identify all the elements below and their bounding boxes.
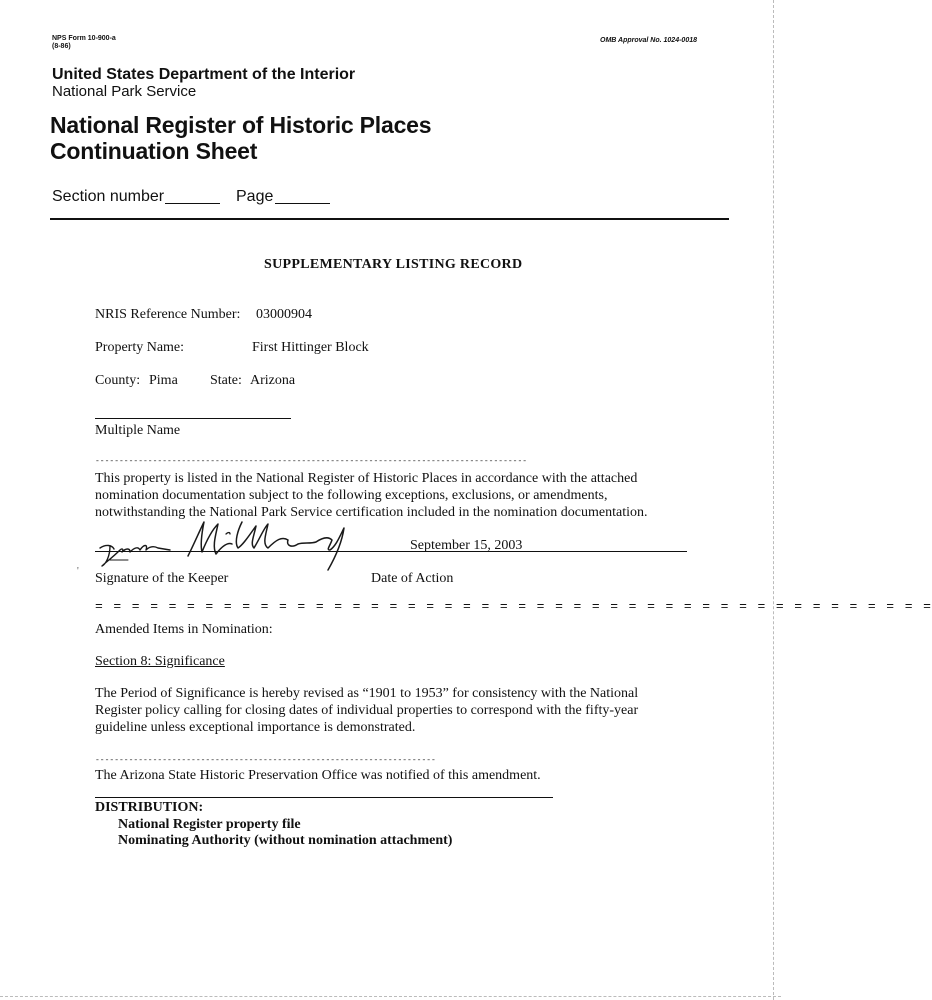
nris-label: NRIS Reference Number: — [95, 307, 241, 322]
form-number-block — [52, 35, 116, 51]
form-date: (8-86) — [52, 43, 71, 50]
page-title-line-2: Continuation Sheet — [50, 138, 258, 164]
dashed-separator: ------------------------------------------------------------------------------------------ — [95, 457, 528, 466]
form-number: NPS Form 10-900-a — [52, 35, 116, 42]
shpo-notification: The Arizona State Historic Preservation Office was notified of this amendment. — [95, 768, 541, 783]
page-number-label: Page — [236, 188, 274, 205]
dashed-separator-2: ----------------------------------------------------------------------- — [95, 756, 436, 765]
page-edge-bottom — [0, 996, 781, 998]
multiple-name-rule — [95, 418, 291, 419]
page-edge-right — [773, 0, 775, 1000]
listing-statement: This property is listed in the National Register of Historic Places in accordance with the attached nomination documentation subject to the following exceptions, exclusions, or amendments, notwithstanding the National Park Service certification included in the nomination documentation. — [95, 471, 648, 520]
double-dash-separator-top: = = = = = = = = = = = = = = = = = = = = = = = = = = = = = = = = = = = = = = = = = = = = = = — [95, 599, 932, 614]
header-divider — [50, 218, 729, 220]
section-significance-heading: Section 8: Significance — [95, 654, 225, 669]
state-value: Arizona — [250, 373, 296, 388]
state-label: State: — [210, 373, 242, 388]
section-number-label: Section number — [52, 188, 165, 205]
signature-label: Signature of the Keeper — [95, 571, 229, 586]
distribution-rule — [95, 797, 553, 798]
date-of-action-value: September 15, 2003 — [410, 538, 523, 553]
distribution-item: National Register property file — [118, 817, 301, 832]
amended-items-label: Amended Items in Nomination: — [95, 622, 273, 637]
department-name: United States Department of the Interior — [52, 66, 356, 83]
multiple-name-label: Multiple Name — [95, 423, 181, 438]
significance-paragraph: The Period of Significance is hereby revised as “1901 to 1953” for consistency with the National Register policy calling for closing dates of individual properties to correspond with the fifty-year guideline unless exceptional importance is demonstrated. — [95, 686, 639, 735]
section-number-blank — [165, 203, 220, 204]
county-label: County: — [95, 373, 141, 388]
stray-mark: ' — [77, 566, 79, 577]
property-name-label: Property Name: — [95, 340, 185, 355]
keeper-signature — [92, 516, 362, 576]
page-title-line-1: National Register of Historic Places — [50, 112, 432, 138]
page-number-blank — [275, 203, 330, 204]
property-name-value: First Hittinger Block — [252, 340, 369, 355]
record-title: SUPPLEMENTARY LISTING RECORD — [264, 257, 523, 272]
omb-approval: OMB Approval No. 1024-0018 — [600, 37, 697, 44]
nris-value: 03000904 — [256, 307, 312, 322]
signature-rule — [95, 551, 687, 552]
distribution-title: DISTRIBUTION: — [95, 800, 204, 815]
county-value: Pima — [149, 373, 178, 388]
distribution-item: Nominating Authority (without nomination attachment) — [118, 833, 453, 848]
date-of-action-label: Date of Action — [371, 571, 454, 586]
agency-name: National Park Service — [52, 83, 197, 100]
